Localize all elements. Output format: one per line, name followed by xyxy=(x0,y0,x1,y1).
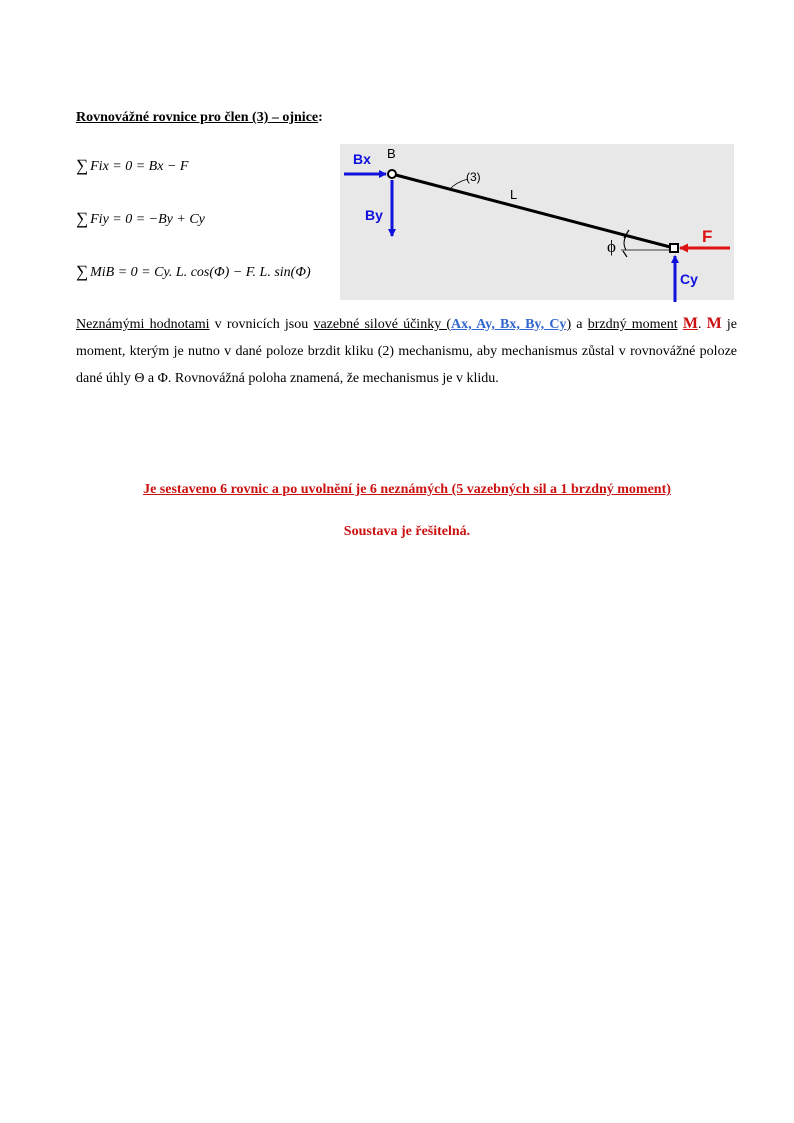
moment-symbol-m: M xyxy=(706,315,722,332)
braking-moment-term: brzdný moment xyxy=(587,317,678,332)
equation-sum-fx xyxy=(76,156,188,176)
sum-symbol: ∑ xyxy=(76,209,89,228)
label-b: B xyxy=(387,146,396,161)
reaction-force-list: Ax, Ay, Bx, By, Cy xyxy=(451,317,567,332)
equation-sum-moment-b xyxy=(76,262,311,282)
unknowns-paragraph xyxy=(76,310,737,392)
paragraph-text: je moment, kterým je nutno v dané poloze brzdit kliku (2) mechanismu, aby mechanismus zůstal v rovnovážné poloze dané úhly Θ a Φ. Rovnovážná poloha znamená, že mechanismus je v klidu. xyxy=(76,317,738,386)
summary-equation-count: Je sestaveno 6 rovnic a po uvolnění je 6 neznámých (5 vazebných sil a 1 brzdný moment) xyxy=(143,482,671,497)
joint-c-pin xyxy=(670,244,678,252)
sum-symbol: ∑ xyxy=(76,156,89,175)
label-bx: Bx xyxy=(353,151,371,167)
joint-b-pin xyxy=(388,170,396,178)
label-length: L xyxy=(510,187,518,202)
label-angle-phi: ϕ xyxy=(607,237,616,256)
moment-symbol-m: M xyxy=(682,315,698,332)
section-heading xyxy=(76,110,323,126)
section-heading-colon: : xyxy=(318,110,323,125)
paragraph-text: v rovnicích jsou xyxy=(209,317,314,332)
unknowns-term: Neznámými hodnotami xyxy=(76,317,210,332)
equation-expression: Fiy = 0 = −By + Cy xyxy=(90,212,205,227)
paragraph-text: a xyxy=(571,317,588,332)
label-member-3: (3) xyxy=(466,170,481,184)
reaction-forces-term: vazebné silové účinky ( xyxy=(313,317,452,332)
label-f: F xyxy=(702,227,713,246)
connecting-rod-free-body-diagram xyxy=(336,140,736,302)
equation-sum-fy xyxy=(76,209,205,229)
paragraph-text: . xyxy=(697,317,707,332)
label-by: By xyxy=(365,207,383,223)
equation-expression: MiB = 0 = Cy. L. cos(Φ) − F. L. sin(Φ) xyxy=(90,265,311,280)
label-cy: Cy xyxy=(680,271,698,287)
reaction-forces-close: ) xyxy=(566,317,572,332)
summary-solvable: Soustava je řešitelná. xyxy=(343,524,471,539)
section-heading-title: Rovnovážné rovnice pro člen (3) – ojnice xyxy=(76,110,319,125)
sum-symbol: ∑ xyxy=(76,262,89,281)
equation-expression: Fix = 0 = Bx − F xyxy=(90,159,189,174)
